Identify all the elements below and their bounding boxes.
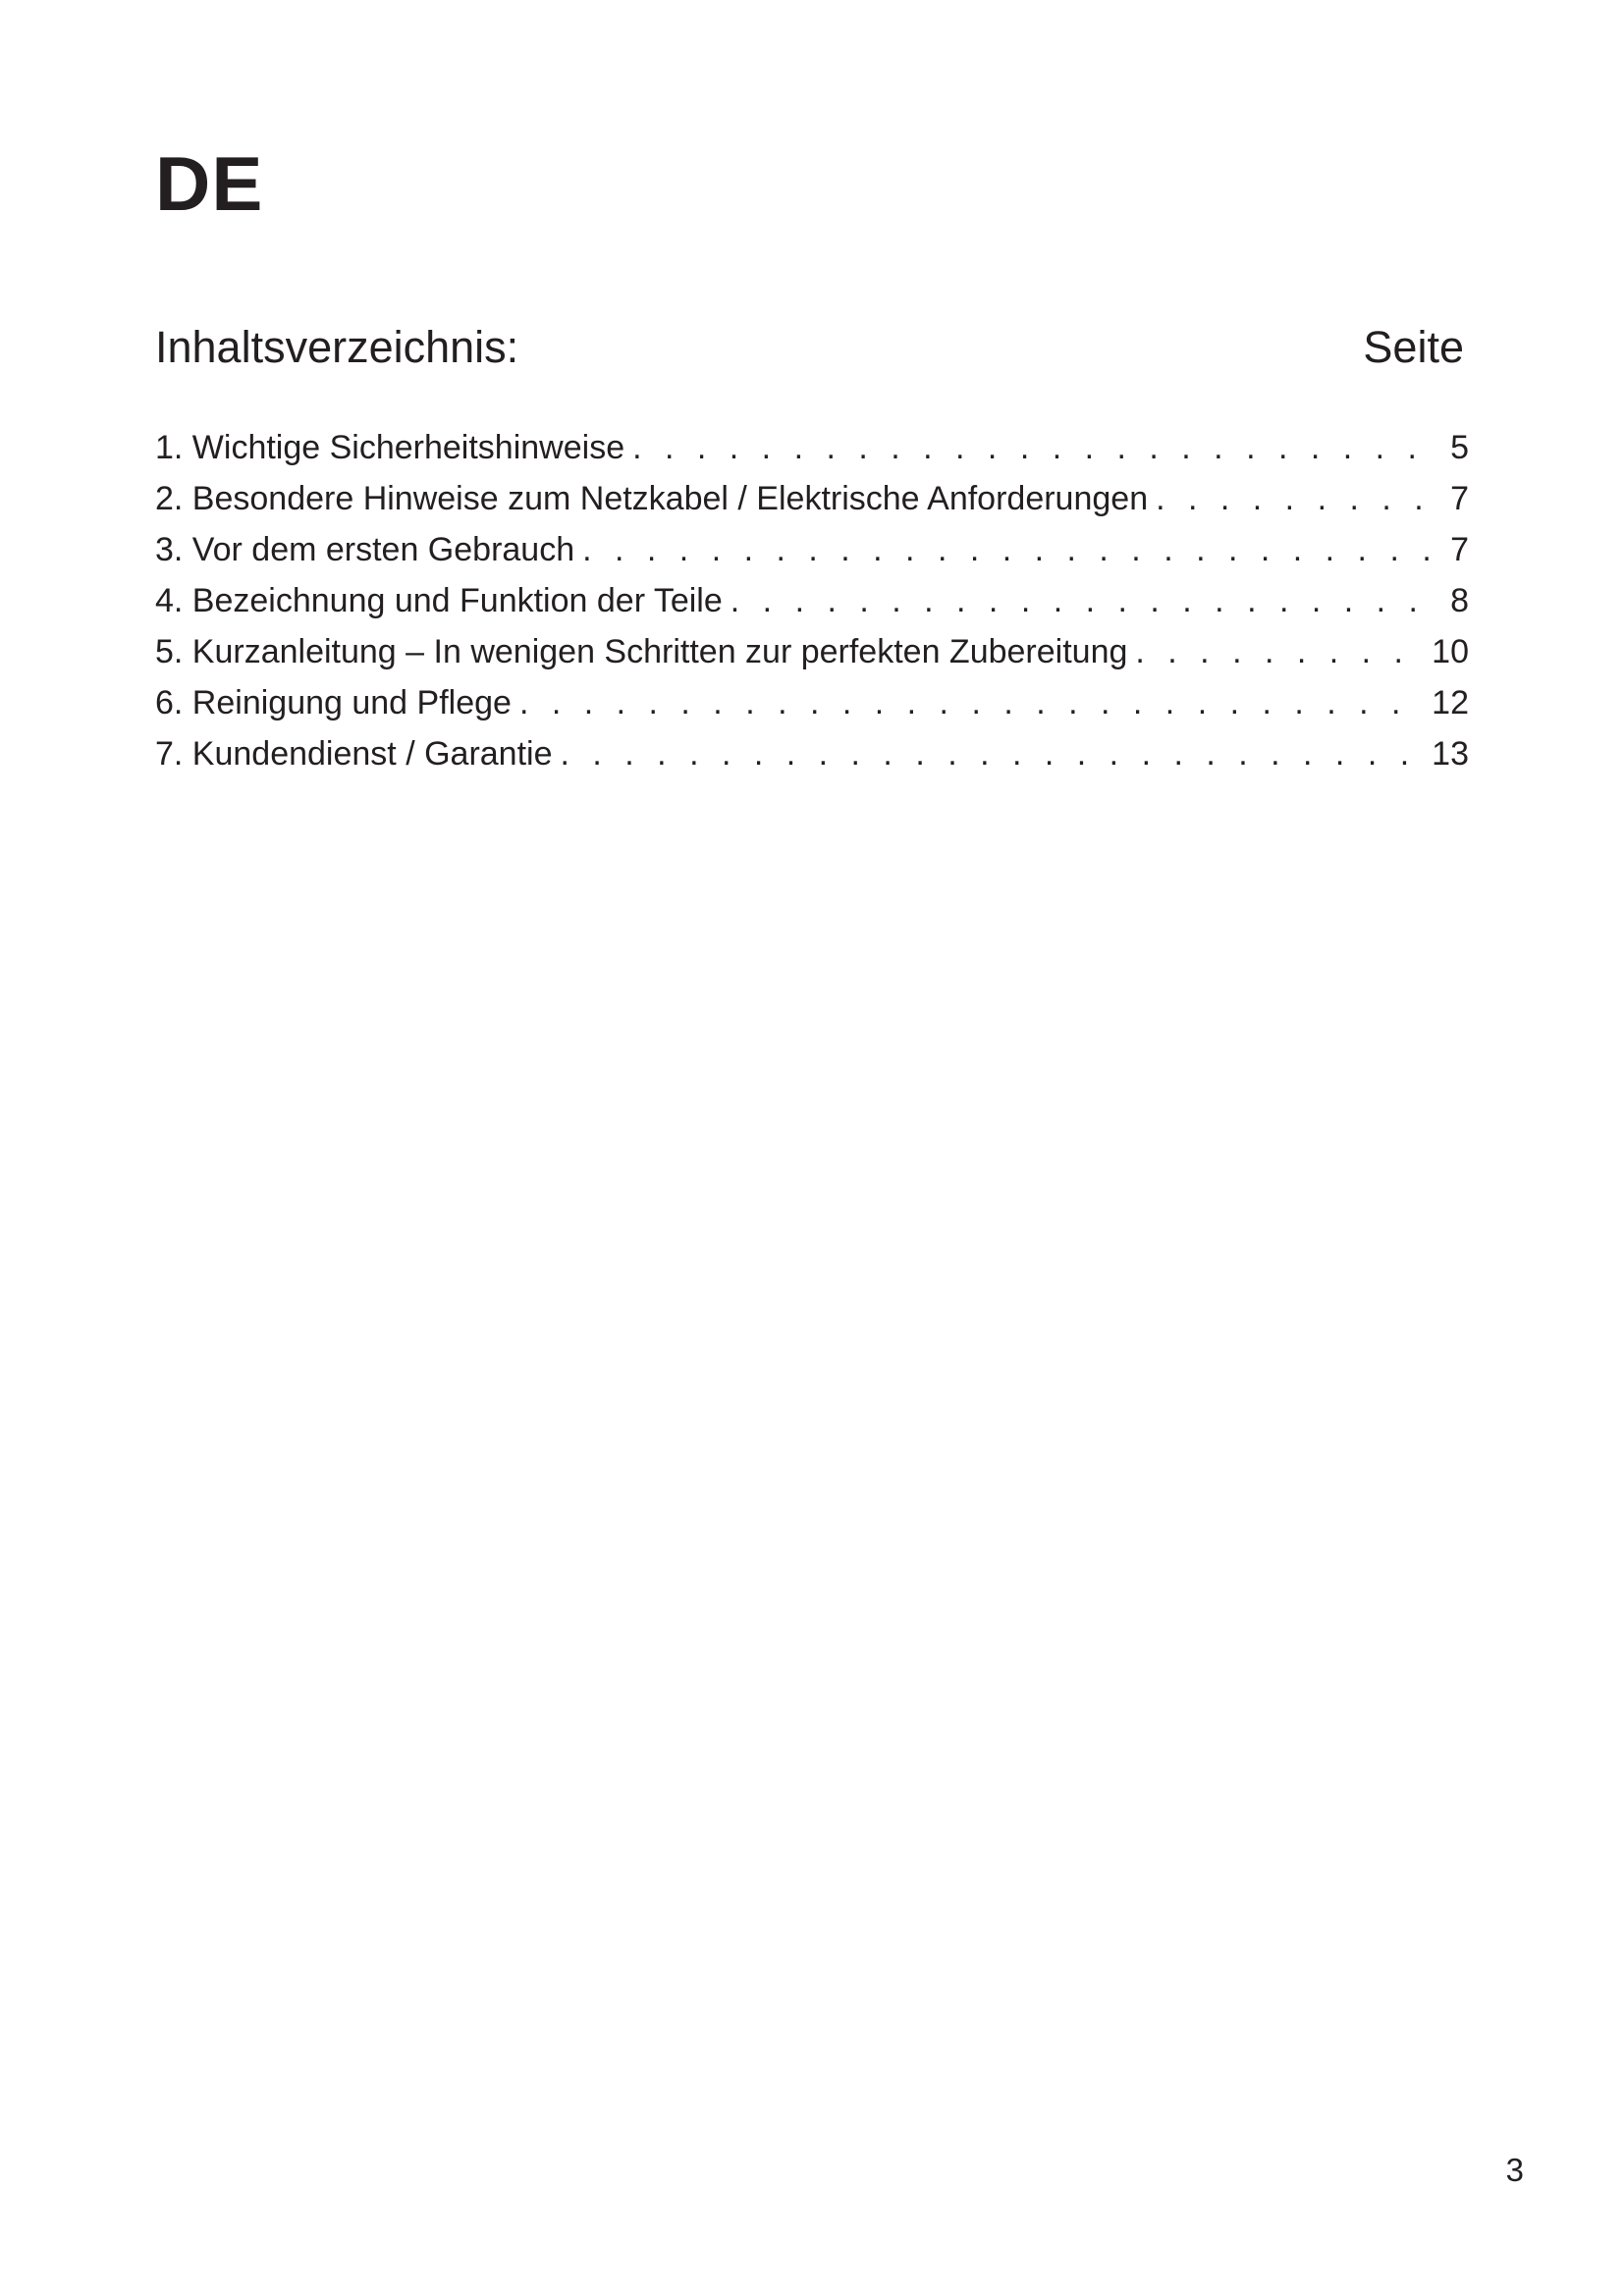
toc-page-column-label: Seite — [1363, 322, 1464, 372]
toc-entry[interactable] — [155, 728, 1469, 779]
toc-dot-leader — [519, 677, 1424, 728]
toc-entry-page: 12 — [1432, 684, 1469, 721]
toc-entry-page: 7 — [1450, 480, 1469, 517]
toc-entry[interactable] — [155, 422, 1469, 473]
toc-dot-leader — [1156, 473, 1442, 524]
toc-dot-leader — [561, 728, 1425, 779]
toc-entry-page: 10 — [1432, 633, 1469, 670]
toc-dot-leader — [582, 524, 1442, 575]
toc-list — [155, 422, 1469, 779]
toc-entry-page: 7 — [1450, 531, 1469, 568]
toc-title: Inhaltsverzeichnis: — [155, 322, 519, 372]
toc-entry-title: 6. Reinigung und Pflege — [155, 684, 512, 721]
toc-entry-title: 3. Vor dem ersten Gebrauch — [155, 531, 575, 568]
toc-dot-leader — [731, 575, 1442, 626]
toc-entry-page: 13 — [1432, 735, 1469, 773]
language-code-heading: DE — [155, 140, 264, 227]
page-number: 3 — [1505, 2152, 1524, 2188]
toc-entry[interactable] — [155, 626, 1469, 677]
toc-entry-title: 7. Kundendienst / Garantie — [155, 735, 553, 773]
toc-entry[interactable] — [155, 575, 1469, 626]
toc-header — [155, 318, 1464, 377]
toc-entry-title: 2. Besondere Hinweise zum Netzkabel / Elektrische Anforderungen — [155, 480, 1149, 517]
toc-entry-page: 8 — [1450, 582, 1469, 619]
toc-dot-leader — [632, 422, 1442, 473]
toc-entry-title: 4. Bezeichnung und Funktion der Teile — [155, 582, 723, 619]
toc-entry-page: 5 — [1450, 429, 1469, 466]
toc-entry[interactable] — [155, 524, 1469, 575]
toc-entry[interactable] — [155, 677, 1469, 728]
toc-dot-leader — [1135, 626, 1424, 677]
toc-entry[interactable] — [155, 473, 1469, 524]
toc-entry-title: 5. Kurzanleitung – In wenigen Schritten zur perfekten Zubereitung — [155, 633, 1128, 670]
toc-entry-title: 1. Wichtige Sicherheitshinweise — [155, 429, 625, 466]
